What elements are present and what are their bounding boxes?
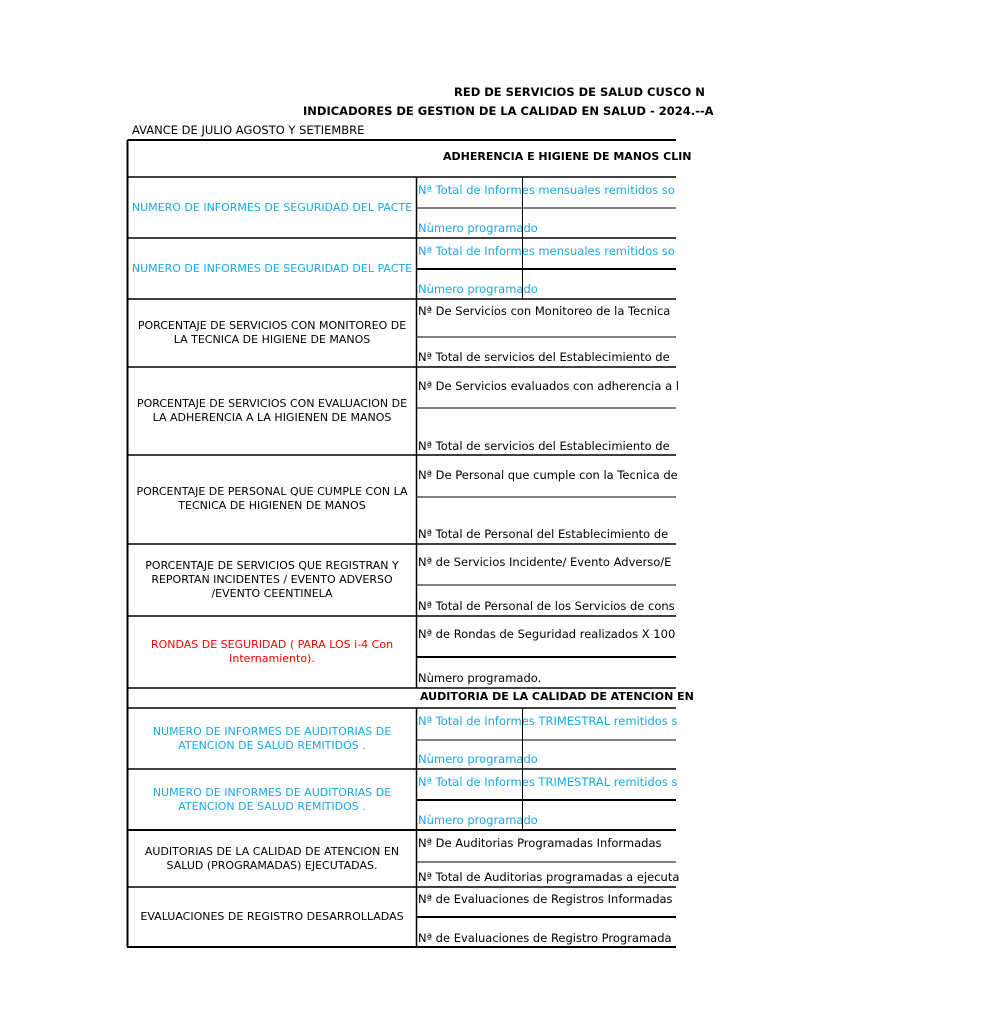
denominator-cell: Nª Total de servicios del Establecimiento de	[418, 439, 670, 453]
numerator-cell: Nª Total de Informes mensuales remitidos so	[418, 183, 675, 197]
numerator-cell: Nª de Rondas de Seguridad realizados X 100	[418, 627, 676, 641]
numerator-cell: Nª De Auditorias Programadas Informadas	[418, 836, 662, 850]
denominator-cell: Nùmero programado	[418, 813, 538, 827]
report-period: AVANCE DE JULIO AGOSTO Y SETIEMBRE	[132, 123, 365, 137]
indicator-cell: RONDAS DE SEGURIDAD ( PARA LOS i-4 Con Internamiento).	[150, 638, 394, 665]
indicator-cell: PORCENTAJE DE SERVICIOS QUE REGISTRAN Y REPORTAN INCIDENTES / EVENTO ADVERSO /EVENTO CEENTINELA	[145, 559, 399, 600]
numerator-cell: Nª De Servicios con Monitoreo de la Tecnica	[418, 304, 671, 318]
indicator-cell: NUMERO DE INFORMES DE AUDITORIAS DE ATENCION DE SALUD REMITIDOS .	[152, 725, 392, 752]
denominator-cell: Nùmero programado	[418, 282, 538, 296]
numerator-cell: Nª Total de Informes mensuales remitidos so	[418, 244, 675, 258]
indicator-cell: PORCENTAJE DE PERSONAL QUE CUMPLE CON LA TECNICA DE HIGIENEN DE MANOS	[136, 485, 408, 512]
section-header-hand-hygiene: ADHERENCIA E HIGIENE DE MANOS CLIN	[443, 150, 692, 163]
numerator-cell: Nª de Evaluaciones de Registros Informadas	[418, 892, 673, 906]
numerator-cell: Nª De Personal que cumple con la Tecnica de	[418, 468, 678, 482]
denominator-cell: Nùmero programado	[418, 221, 538, 235]
numerator-cell: Nª Total de Informes TRIMESTRAL remitidos s	[418, 775, 678, 789]
indicator-cell: NUMERO DE INFORMES DE SEGURIDAD DEL PACTE	[131, 201, 413, 214]
denominator-cell: Nª Total de Personal de los Servicios de cons	[418, 599, 675, 613]
indicator-cell: PORCENTAJE DE SERVICIOS CON MONITOREO DE LA TECNICA DE HIGIENE DE MANOS	[137, 319, 407, 346]
denominator-cell: Nª Total de servicios del Establecimiento de	[418, 350, 670, 364]
section-header-audit: AUDITORIA DE LA CALIDAD DE ATENCION EN	[420, 690, 694, 703]
report-title: RED DE SERVICIOS DE SALUD CUSCO N	[454, 85, 705, 99]
denominator-cell: Nùmero programado	[418, 752, 538, 766]
numerator-cell: Nª Total de Informes TRIMESTRAL remitidos s	[418, 714, 678, 728]
denominator-cell: Nª Total de Auditorias programadas a ejecuta	[418, 870, 680, 884]
indicator-cell: PORCENTAJE DE SERVICIOS CON EVALUACION DE LA ADHERENCIA A LA HIGIENEN DE MANOS	[136, 397, 408, 424]
denominator-cell: Nª de Evaluaciones de Registro Programada	[418, 931, 672, 945]
indicator-cell: EVALUACIONES DE REGISTRO DESARROLLADAS	[140, 910, 404, 923]
indicator-cell: NUMERO DE INFORMES DE AUDITORIAS DE ATENCION DE SALUD REMITIDOS .	[152, 786, 392, 813]
indicator-cell: NUMERO DE INFORMES DE SEGURIDAD DEL PACTE	[131, 262, 413, 275]
numerator-cell: Nª De Servicios evaluados con adherencia a l	[418, 379, 679, 393]
report-subtitle-indicators: INDICADORES DE GESTION DE LA CALIDAD EN SALUD - 2024.--A	[303, 104, 714, 118]
indicator-cell: AUDITORIAS DE LA CALIDAD DE ATENCION EN SALUD (PROGRAMADAS) EJECUTADAS.	[144, 844, 400, 872]
denominator-cell: Nª Total de Personal del Establecimiento de	[418, 527, 669, 541]
numerator-cell: Nª de Servicios Incidente/ Evento Adverso/E	[418, 555, 672, 569]
denominator-cell: Nùmero programado.	[418, 671, 542, 685]
